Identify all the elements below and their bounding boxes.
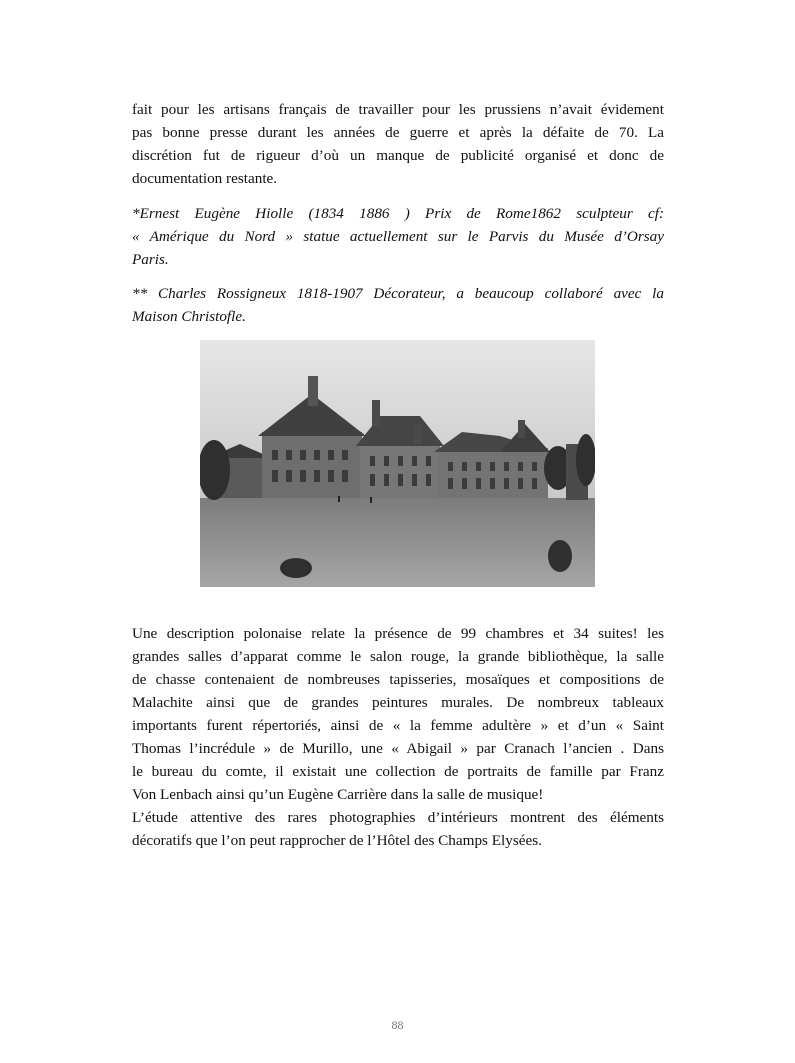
page-number: 88 [391,1018,404,1032]
text-line: de chasse contenaient de nombreuses tapisseries, mosaïques et compositions de [132,671,664,688]
text-line: Von Lenbach ainsi qu’un Eugène Carrière dans la salle de musique! [132,786,544,803]
text-line: *Ernest Eugène Hiolle (1834 1886 ) Prix de Rome1862 sculpteur cf: [132,205,664,222]
chateau-photograph [200,340,595,587]
text-line: grandes salles d’apparat comme le salon rouge, la grande bibliothèque, la salle [132,648,664,665]
text-line: L’étude attentive des rares photographies d’intérieurs montrent des éléments [132,809,664,826]
text-line: décoratifs que l’on peut rapprocher de l’Hôtel des Champs Elysées. [132,832,542,849]
text-line: importants furent répertoriés, ainsi de « la femme adultère » et d’un « Saint [132,717,664,734]
text-line: ** Charles Rossigneux 1818-1907 Décorateur, a beaucoup collaboré avec la [132,285,664,302]
text-line: Thomas l’incrédule » de Murillo, une « Abigail » par Cranach l’ancien . Dans [132,740,664,757]
text-line: fait pour les artisans français de travailler pour les prussiens n’avait évidement [132,101,664,118]
text-line: Malachite ainsi que de grandes peintures murales. De nombreux tableaux [132,694,664,711]
text-line: le bureau du comte, il existait une collection de portraits de famille par Franz [132,763,664,780]
paragraph-artisans [132,98,664,190]
footnote-rossigneux [132,282,664,328]
text-line: Une description polonaise relate la présence de 99 chambres et 34 suites! les [132,625,664,642]
lawn [200,498,595,587]
text-line: pas bonne presse durant les années de guerre et après la défaite de 70. La [132,124,664,141]
text-line: Paris. [132,251,169,268]
text-line: discrétion fut de rigueur d’où un manque de publicité organisé et donc de [132,147,664,164]
paragraph-description [132,622,664,852]
text-line: documentation restante. [132,170,278,187]
text-line: Maison Christofle. [132,308,246,325]
footnote-hiolle [132,202,664,271]
text-line: « Amérique du Nord » statue actuellement sur le Parvis du Musée d’Orsay [132,228,664,245]
